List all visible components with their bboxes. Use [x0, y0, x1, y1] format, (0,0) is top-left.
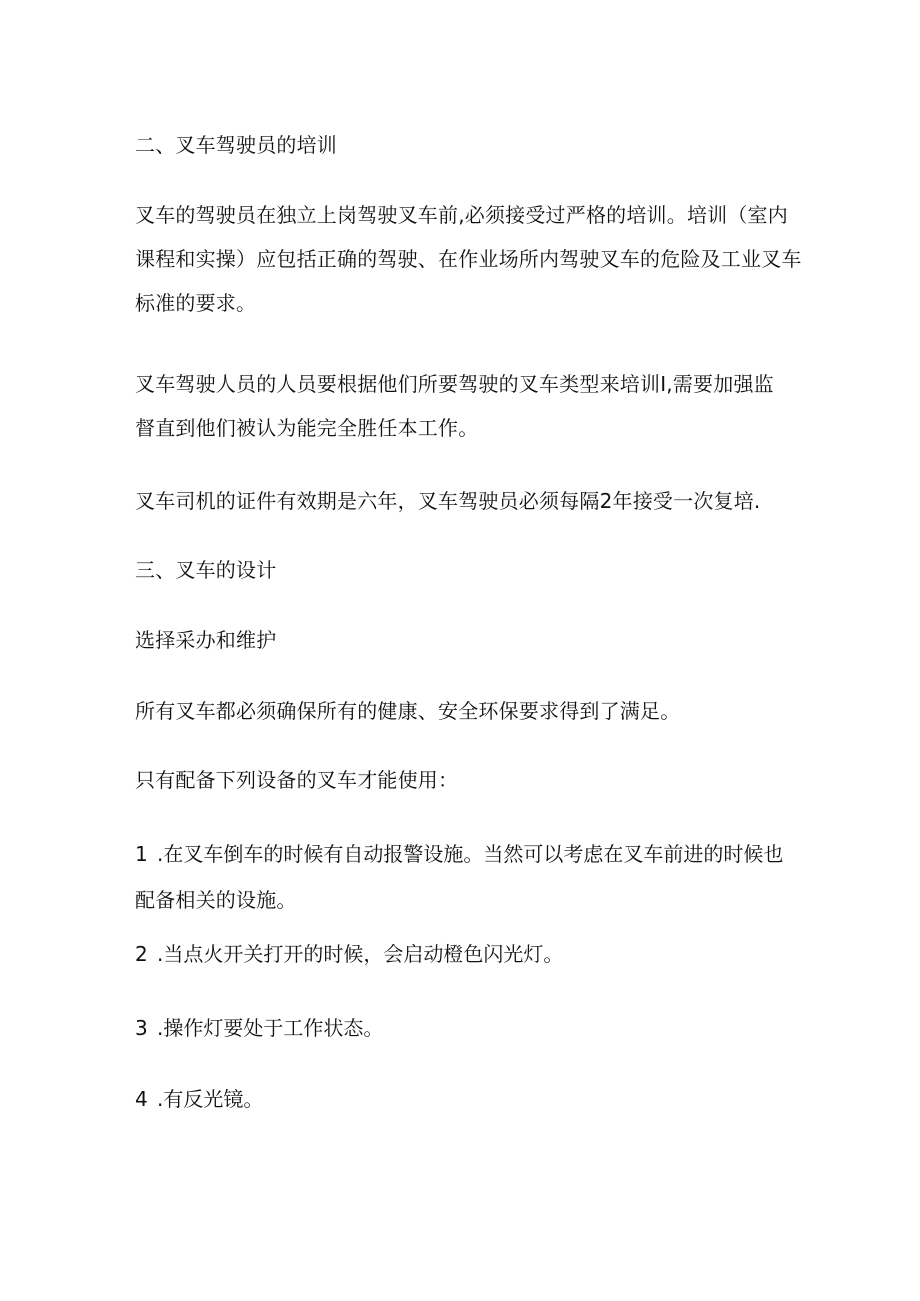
paragraph-line: 督直到他们被认为能完全胜任本工作。	[135, 416, 479, 440]
paragraph-line: 叉车的驾驶员在独立上岗驾驶叉车前,必须接受过严格的培训。培训（室内	[135, 203, 788, 227]
paragraph-line: 所有叉车都必须确保所有的健康、安全环保要求得到了满足。	[135, 699, 681, 723]
section-heading-design: 三、叉车的设计	[135, 558, 277, 582]
subheading: 选择采办和维护	[135, 628, 277, 652]
list-item	[135, 840, 783, 868]
list-item-number: 2	[135, 942, 148, 966]
section-heading-training: 二、叉车驾驶员的培训	[135, 133, 337, 157]
list-item-text: .在叉车倒车的时候有自动报警设施。当然可以考虑在叉车前进的时候也	[157, 842, 784, 866]
list-item-number: 3	[135, 1016, 148, 1040]
paragraph-line: 叉车驾驶人员的人员要根据他们所要驾驶的叉车类型来培训I,需要加强监	[135, 372, 774, 396]
paragraph-line: 课程和实操）应包括正确的驾驶、在作业场所内驾驶叉车的危险及工业叉车	[135, 247, 802, 271]
list-item-continuation: 配备相关的设施。	[135, 888, 297, 912]
list-item	[135, 940, 563, 968]
list-item-text: .当点火开关打开的时候，会启动橙色闪光灯。	[157, 942, 564, 966]
paragraph-line: 叉车司机的证件有效期是六年，叉车驾驶员必须每隔2年接受一次复培.	[135, 489, 761, 513]
paragraph-line: 标准的要求。	[135, 291, 257, 315]
list-item	[135, 1014, 383, 1042]
list-item	[135, 1085, 263, 1113]
list-item-text: .操作灯要处于工作状态。	[157, 1016, 384, 1040]
list-item-text: .有反光镜。	[157, 1087, 264, 1111]
list-item-number: 1	[135, 842, 148, 866]
list-item-number: 4	[135, 1087, 148, 1111]
paragraph-line: 只有配备下列设备的叉车才能使用：	[135, 768, 459, 792]
